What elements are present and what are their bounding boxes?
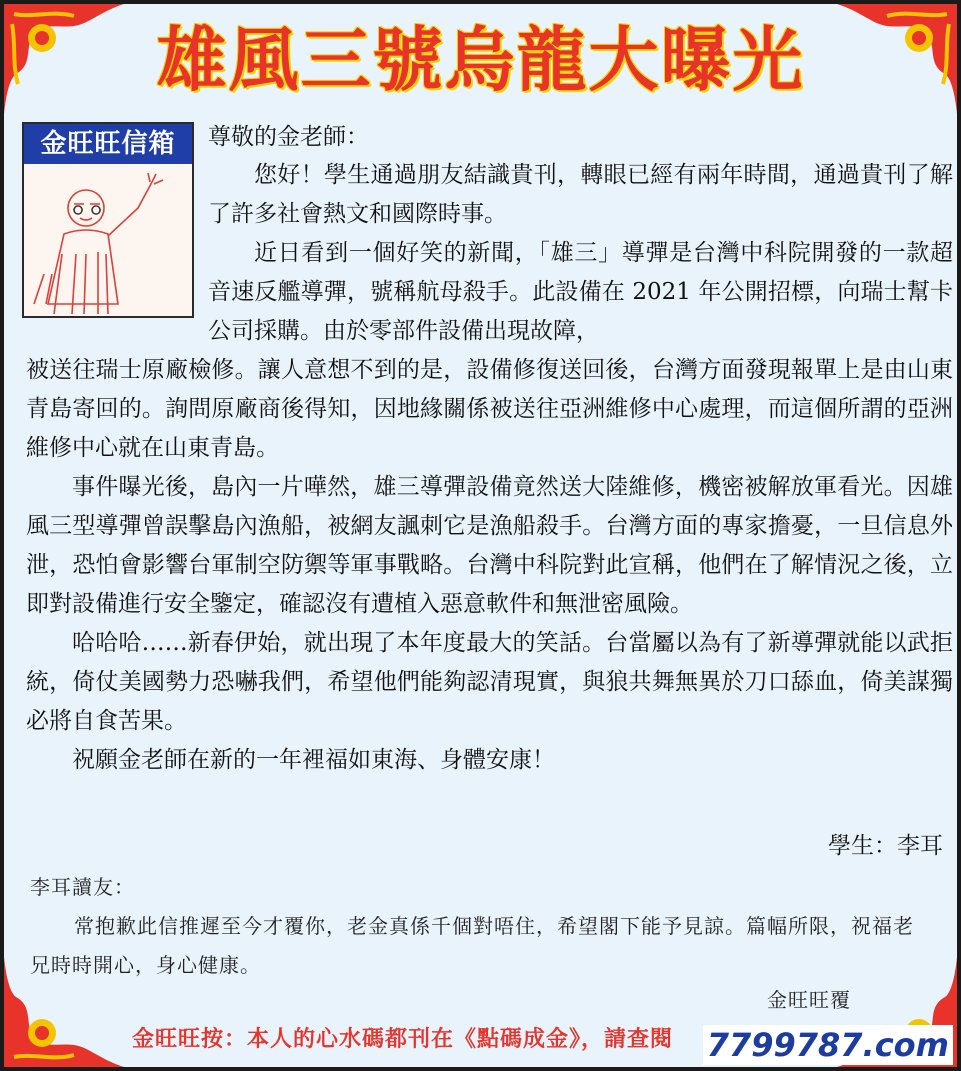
letter-main-block [26,351,953,780]
column-badge [22,122,194,318]
ornament-corner-top-right [837,4,957,114]
headline: 雄風三號烏龍大曝光 [156,19,805,101]
reply-salutation: 李耳讀友： [30,875,135,899]
letter-top-block [208,156,953,351]
column-label: 金旺旺信箱 [24,124,192,164]
letter-salutation: 尊敬的金老師： [208,124,369,150]
letter-paragraph-2-rest: 被送往瑞士原廠檢修。讓人意想不到的是，設備修復送回後，台灣方面發現報單上是由山東青島寄回的。詢問原廠商後得知，因地緣關係被送往亞洲維修中心處理，而這個所謂的亞洲維修中心就在山東青島。 [26,357,953,461]
ornament-corner-top-left [4,4,124,114]
reply-body: 常抱歉此信推遲至今才覆你，老金真係千個對唔住，希望閣下能予見諒。篇幅所限，祝福老兄時時開心，身心健康。 [30,914,914,977]
letter-signature: 學生：李耳 [828,833,943,859]
columnist-portrait-icon [24,164,192,316]
letter-paragraph-1: 您好！學生通過朋友結識貴刊，轉眼已經有兩年時間，通過貴刊了解了許多社會熱文和國際時事。 [208,162,953,227]
letter-paragraph-4: 哈哈哈……新春伊始，就出現了本年度最大的笑話。台當屬以為有了新導彈就能以武拒統，倚仗美國勢力恐嚇我們，希望他們能夠認清現實，與狼共舞無異於刀口舔血，倚美謀獨必將自食苦果。 [26,630,953,734]
letter-paragraph-3: 事件曝光後，島內一片嘩然，雄三導彈設備竟然送大陸維修，機密被解放軍看光。因雄風三型導彈曾誤擊島內漁船，被網友諷刺它是漁船殺手。台灣方面的專家擔憂，一旦信息外泄，恐怕會影響台軍制空防禦等軍事戰略。台灣中科院對此宣稱，他們在了解情況之後，立即對設備進行安全鑒定，確認沒有遭植入惡意軟件和無泄密風險。 [26,474,953,617]
letter-paragraph-2-top: 近日看到一個好笑的新聞，「雄三」導彈是台灣中科院開發的一款超音速反艦導彈，號稱航母殺手。此設備在 2021 年公開招標，向瑞士幫卡公司採購。由於零部件設備出現故障， [208,240,953,344]
footer-note: 金旺旺按：本人的心水碼都刊在《點碼成金》，請查閱 [132,1027,674,1052]
site-watermark: 7799787.com [703,1025,953,1065]
reply-signature: 金旺旺覆 [767,988,851,1012]
letter-paragraph-5: 祝願金老師在新的一年裡福如東海、身體安康！ [72,747,555,773]
reply-block [30,868,930,985]
